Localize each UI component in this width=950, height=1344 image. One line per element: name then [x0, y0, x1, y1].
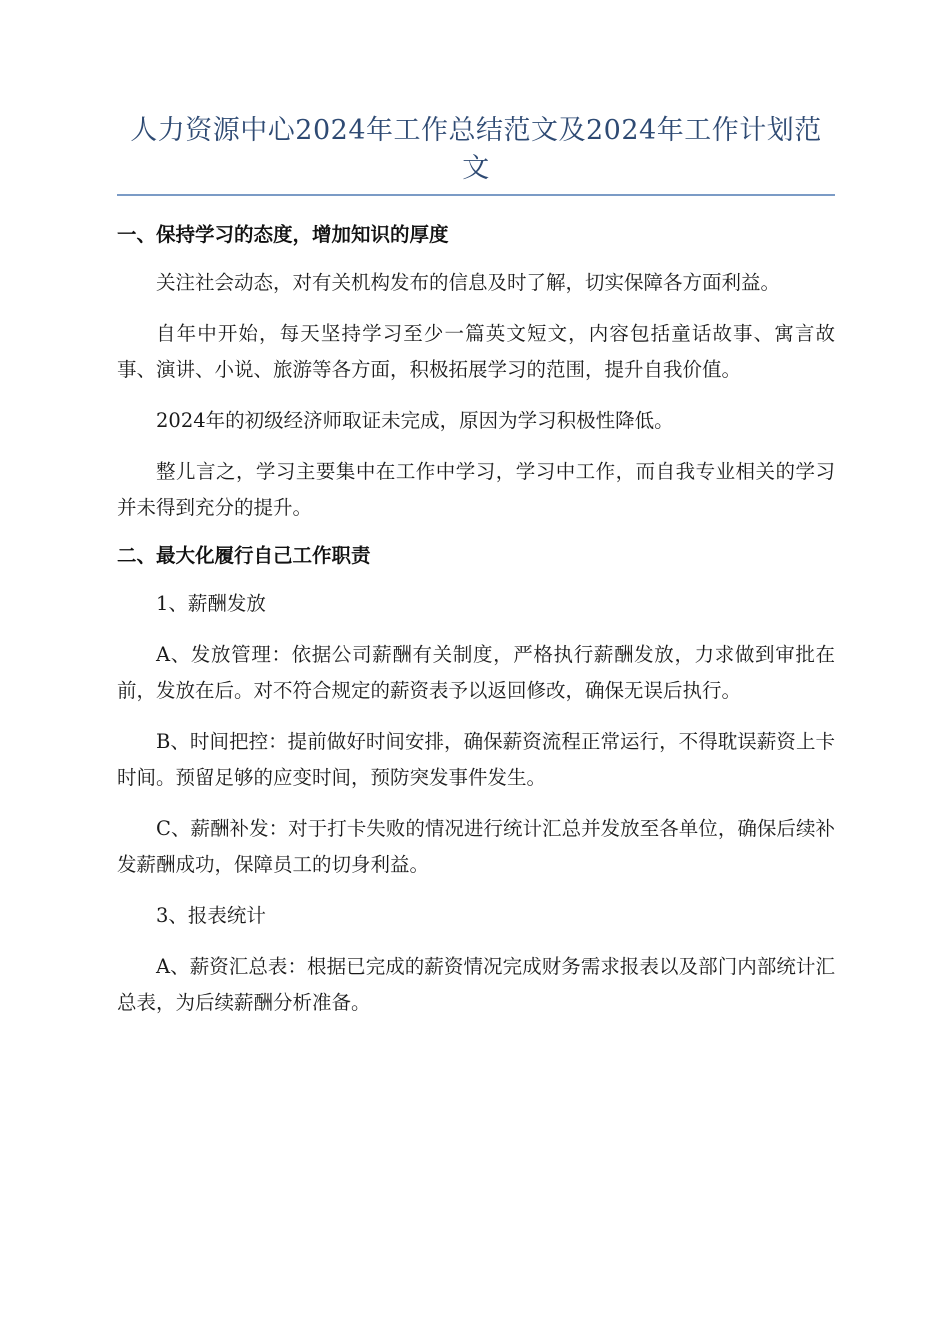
paragraph: 关注社会动态，对有关机构发布的信息及时了解，切实保障各方面利益。 — [156, 271, 781, 294]
subheading-paragraph: 3、报表统计 — [156, 904, 266, 927]
paragraph: C、薪酬补发：对于打卡失败的情况进行统计汇总并发放至各单位，确保后续补发薪酬成功，保障员工的切身利益。 — [117, 817, 835, 876]
paragraph: 整儿言之，学习主要集中在工作中学习，学习中工作，而自我专业相关的学习并未得到充分的提升。 — [117, 460, 835, 519]
paragraph: A、薪资汇总表：根据已完成的薪资情况完成财务需求报表以及部门内部统计汇总表，为后续薪酬分析准备。 — [117, 955, 835, 1014]
section-1 — [117, 222, 835, 526]
subheading-paragraph: 1、薪酬发放 — [156, 592, 266, 615]
section-heading: 一、保持学习的态度，增加知识的厚度 — [117, 223, 449, 246]
paragraph: 自年中开始，每天坚持学习至少一篇英文短文，内容包括童话故事、寓言故事、演讲、小说、旅游等各方面，积极拓展学习的范围，提升自我价值。 — [117, 322, 835, 381]
section-2 — [117, 543, 835, 1021]
paragraph: A、发放管理：依据公司薪酬有关制度，严格执行薪酬发放，力求做到审批在前，发放在后。对不符合规定的薪资表予以返回修改，确保无误后执行。 — [117, 643, 835, 702]
title-underline — [117, 194, 835, 196]
paragraph: B、时间把控：提前做好时间安排，确保薪资流程正常运行，不得耽误薪资上卡时间。预留足够的应变时间，预防突发事件发生。 — [117, 730, 835, 789]
section-heading: 二、最大化履行自己工作职责 — [117, 544, 371, 567]
document-page — [117, 112, 835, 1021]
document-title: 人力资源中心2024年工作总结范文及2024年工作计划范文 — [130, 115, 822, 184]
paragraph: 2024年的初级经济师取证未完成，原因为学习积极性降低。 — [156, 409, 674, 432]
